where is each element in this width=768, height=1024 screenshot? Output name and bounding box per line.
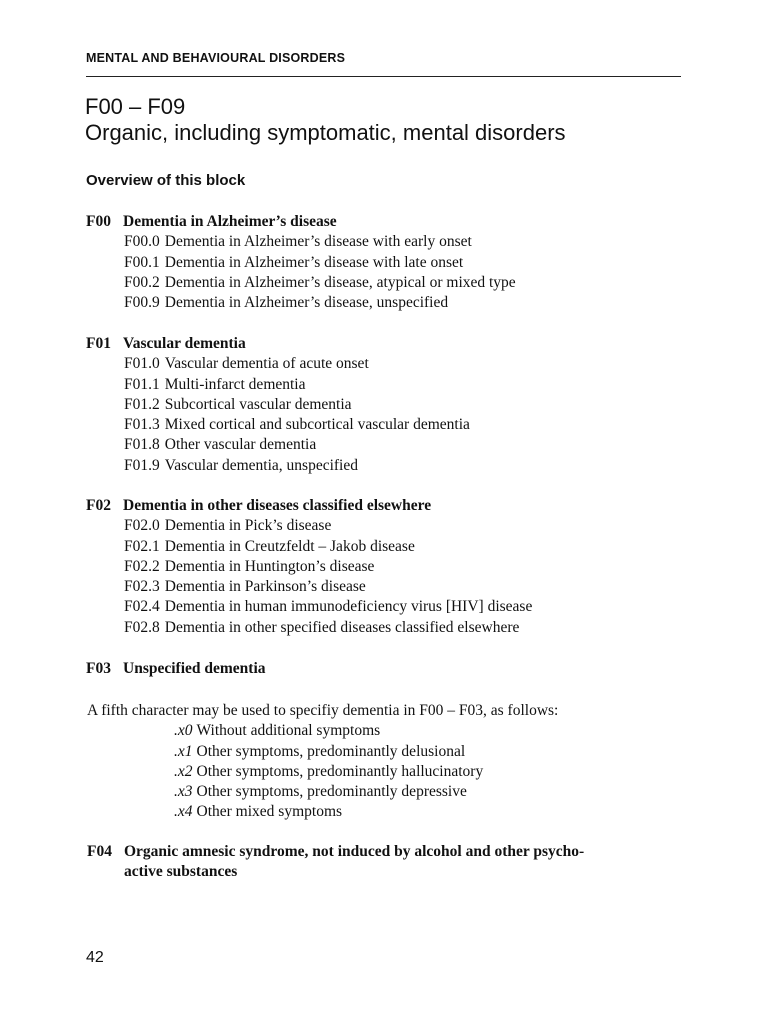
subcategory-text: Mixed cortical and subcortical vascular dementia [164, 416, 470, 434]
fifth-character-code: .x2 [174, 762, 193, 780]
subcategory-item [124, 577, 532, 597]
subcategory-item [124, 273, 516, 293]
fifth-character-item [174, 782, 558, 802]
fifth-character-text: Other mixed symptoms [196, 803, 343, 821]
category-heading [86, 659, 266, 679]
fifth-character-text: Other symptoms, predominantly depressive [196, 783, 467, 801]
category-title: Unspecified dementia [123, 660, 266, 677]
fifth-character-item [174, 742, 558, 762]
subcategory-code: F02.8 [124, 618, 160, 636]
fifth-character-text: Other symptoms, predominantly hallucinatory [196, 762, 484, 780]
category-title: Dementia in other diseases classified elsewhere [123, 497, 432, 514]
subcategory-item [124, 435, 470, 455]
subcategory-code: F02.2 [124, 557, 160, 575]
subcategory-item [124, 516, 532, 536]
fifth-character-code: .x4 [174, 803, 193, 821]
category-heading [87, 842, 687, 862]
fifth-character-code: .x3 [174, 783, 193, 801]
block-title: Organic, including symptomatic, mental disorders [85, 120, 566, 145]
subcategory-item [124, 456, 470, 476]
fifth-character-note: A fifth character may be used to specifiy dementia in F00 – F03, as follows: [87, 702, 559, 719]
fifth-character-section [87, 701, 558, 823]
category-heading [86, 334, 470, 354]
category-code: F03 [86, 660, 111, 677]
subcategory-code: F00.0 [124, 233, 160, 251]
subcategory-item [124, 537, 532, 557]
subcategory-code: F01.3 [124, 416, 160, 434]
subcategory-code: F01.9 [124, 456, 160, 474]
subcategory-text: Dementia in Parkinson’s disease [164, 578, 366, 596]
subcategory-text: Multi-infarct dementia [164, 375, 306, 393]
subcategory-code: F02.1 [124, 537, 160, 555]
block-code: F00 – F09 [85, 94, 186, 119]
subcategory-item [124, 253, 516, 273]
category-code: F01 [86, 335, 111, 352]
subcategory-item [124, 354, 470, 374]
subcategory-text: Dementia in Creutzfeldt – Jakob disease [164, 537, 415, 555]
subcategory-item [124, 395, 470, 415]
subcategory-text: Subcortical vascular dementia [164, 395, 352, 413]
subcategory-text: Dementia in Alzheimer’s disease, atypical or mixed type [164, 273, 516, 291]
subcategory-text: Dementia in Alzheimer’s disease with early onset [164, 233, 472, 251]
subcategory-item [124, 375, 470, 395]
subcategory-code: F00.2 [124, 273, 160, 291]
subcategory-text: Dementia in Pick’s disease [164, 517, 332, 535]
category-code: F02 [86, 497, 111, 514]
category-title: Organic amnesic syndrome, not induced by alcohol and other psycho- [124, 843, 585, 860]
subcategory-code: F02.3 [124, 578, 160, 596]
subcategory-item [124, 618, 532, 638]
subcategory-item [124, 557, 532, 577]
subcategory-text: Dementia in Huntington’s disease [164, 557, 375, 575]
header-rule [86, 76, 681, 77]
page-number: 42 [86, 949, 104, 966]
subcategory-text: Dementia in Alzheimer’s disease, unspecified [164, 294, 449, 312]
category-f03 [86, 659, 266, 679]
fifth-character-text: Other symptoms, predominantly delusional [196, 742, 466, 760]
fifth-character-item [174, 802, 558, 822]
category-f00 [86, 212, 516, 313]
subcategory-text: Vascular dementia, unspecified [164, 456, 358, 474]
fifth-character-code: .x0 [174, 722, 193, 740]
subcategory-list [86, 516, 532, 638]
category-heading [86, 496, 532, 516]
fifth-character-item [174, 762, 558, 782]
subcategory-code: F02.4 [124, 598, 160, 616]
running-head: MENTAL AND BEHAVIOURAL DISORDERS [86, 51, 346, 65]
subcategory-text: Dementia in Alzheimer’s disease with late onset [164, 253, 464, 271]
category-code: F00 [86, 213, 111, 230]
subcategory-text: Dementia in human immunodeficiency virus [HIV] disease [164, 598, 533, 616]
subcategory-code: F02.0 [124, 517, 160, 535]
fifth-character-code: .x1 [174, 742, 193, 760]
subcategory-list [86, 232, 516, 313]
category-title-continuation: active substances [124, 863, 238, 881]
category-code: F04 [87, 843, 112, 860]
subcategory-item [124, 415, 470, 435]
subcategory-item [124, 597, 532, 617]
subcategory-code: F01.0 [124, 355, 160, 373]
fifth-character-item [174, 721, 558, 741]
category-f01 [86, 334, 470, 476]
subcategory-code: F00.1 [124, 253, 160, 271]
subcategory-item [124, 293, 516, 313]
subcategory-code: F01.8 [124, 436, 160, 454]
subcategory-text: Other vascular dementia [164, 436, 317, 454]
subcategory-list [86, 354, 470, 476]
category-title: Vascular dementia [123, 335, 246, 352]
category-title: Dementia in Alzheimer’s disease [123, 213, 337, 230]
fifth-character-list [87, 721, 558, 822]
category-heading [86, 212, 516, 232]
subcategory-text: Dementia in other specified diseases classified elsewhere [164, 618, 520, 636]
subcategory-item [124, 232, 516, 252]
overview-heading: Overview of this block [86, 172, 246, 189]
subcategory-code: F00.9 [124, 294, 160, 312]
subcategory-code: F01.2 [124, 395, 160, 413]
subcategory-code: F01.1 [124, 375, 160, 393]
category-f04 [87, 842, 687, 883]
subcategory-text: Vascular dementia of acute onset [164, 355, 369, 373]
category-f02 [86, 496, 532, 638]
fifth-character-text: Without additional symptoms [196, 722, 381, 740]
